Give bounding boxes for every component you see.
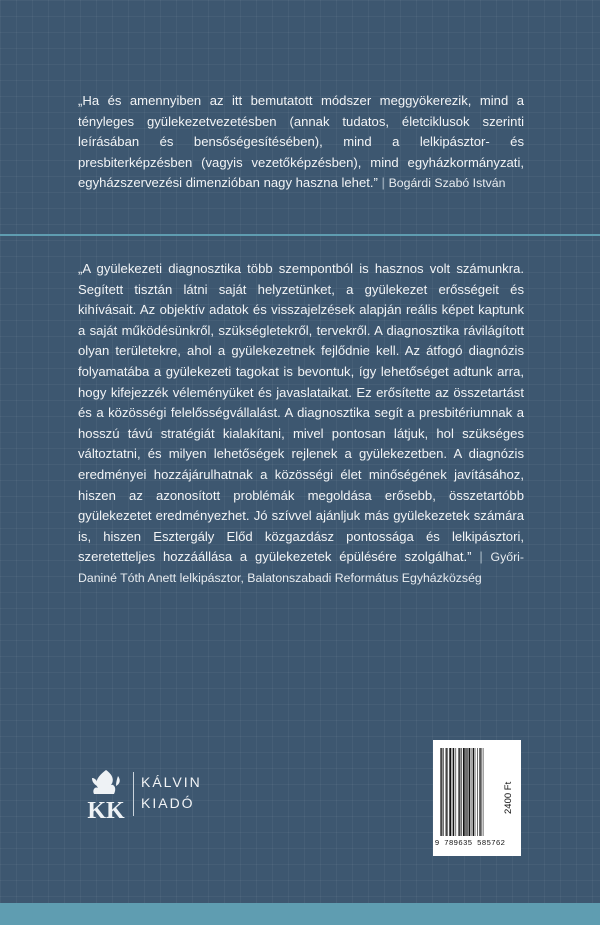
svg-text:KK: KK <box>87 798 125 824</box>
kalvin-kiado-logo-icon <box>84 766 128 824</box>
publisher-name-line2: KIADÓ <box>141 795 195 811</box>
price-label: 2400 Ft <box>503 781 514 815</box>
isbn-barcode <box>433 740 521 856</box>
publisher-logo <box>84 766 210 826</box>
isbn-digits: 9 789635 585762 <box>434 840 506 848</box>
divider-line <box>0 234 600 236</box>
quote-bogardi <box>78 91 524 194</box>
publisher-name-line1: KÁLVIN <box>141 774 202 790</box>
bottom-accent-bar <box>0 903 600 925</box>
quote-text: „A gyülekezeti diagnosztika több szempontból is hasznos volt számunkra. Segített tisztán látni saját helyzetünket, a gyülekezet erősségeit és kihívásait. Az objektív adatok és visszajelzések alapján reális képet kaptunk a saját működésünkről, szükségletekről, tervekről. A diagnosztika rávilágított olyan területekre, ahol a gyülekezetnek fejlődnie kell. Az átfogó diagnózis folyamatába a gyülekezeti tagokat is bevontuk, így lehetőséget adtunk arra, hogy kifejezzék véleményüket és javaslataikat. Ez erősítette az összetartást és a közösségi felelősségvállalást. A diagnosztika segít a presbitériumnak a hosszú távú stratégiát kialakítani, mivel pontosan látjuk, hol szükséges változtatni, és milyen lehetőségek rejlenek a gyülekezetben. A diagnózis eredményei hozzájárulhatnak a közösségi élet minőségének javításához, hiszen az azonosított problémák megoldása erősebb, összetartóbb gyülekezetet eredményezhet. Jó szívvel ajánljuk más gyülekezetek számára is, hiszen Esztergály Előd közgazdász pontossága és lelkipásztori, szeretetteljes hozzáállása a gyülekezetek épülésére szolgálhat.” <box>78 261 524 565</box>
quote-text: „Ha és amennyiben az itt bemutatott módszer meggyökerezik, mind a tényleges gyülekezetvezetésben (annak tudatos, életciklusok szerinti leírásában és bensőségesítésében), mind a lelkipásztor- és presbiterképzésben (vagyis vezetőképzésben), mind egyházkormányzati, egyházszervezési dimenzióban nagy haszna lehet.” <box>78 93 524 191</box>
quote-attribution: Győri-Daniné Tóth Anett lelkipásztor, Balatonszabadi Református Egyházközség <box>78 550 525 585</box>
quote-separator: | <box>479 549 483 565</box>
quote-attribution: Bogárdi Szabó István <box>388 176 506 191</box>
quote-gyori-danine <box>78 259 524 589</box>
quote-separator: | <box>381 175 385 191</box>
logo-divider <box>133 772 134 816</box>
publisher-name <box>141 772 202 814</box>
barcode-bars-icon <box>439 748 501 836</box>
